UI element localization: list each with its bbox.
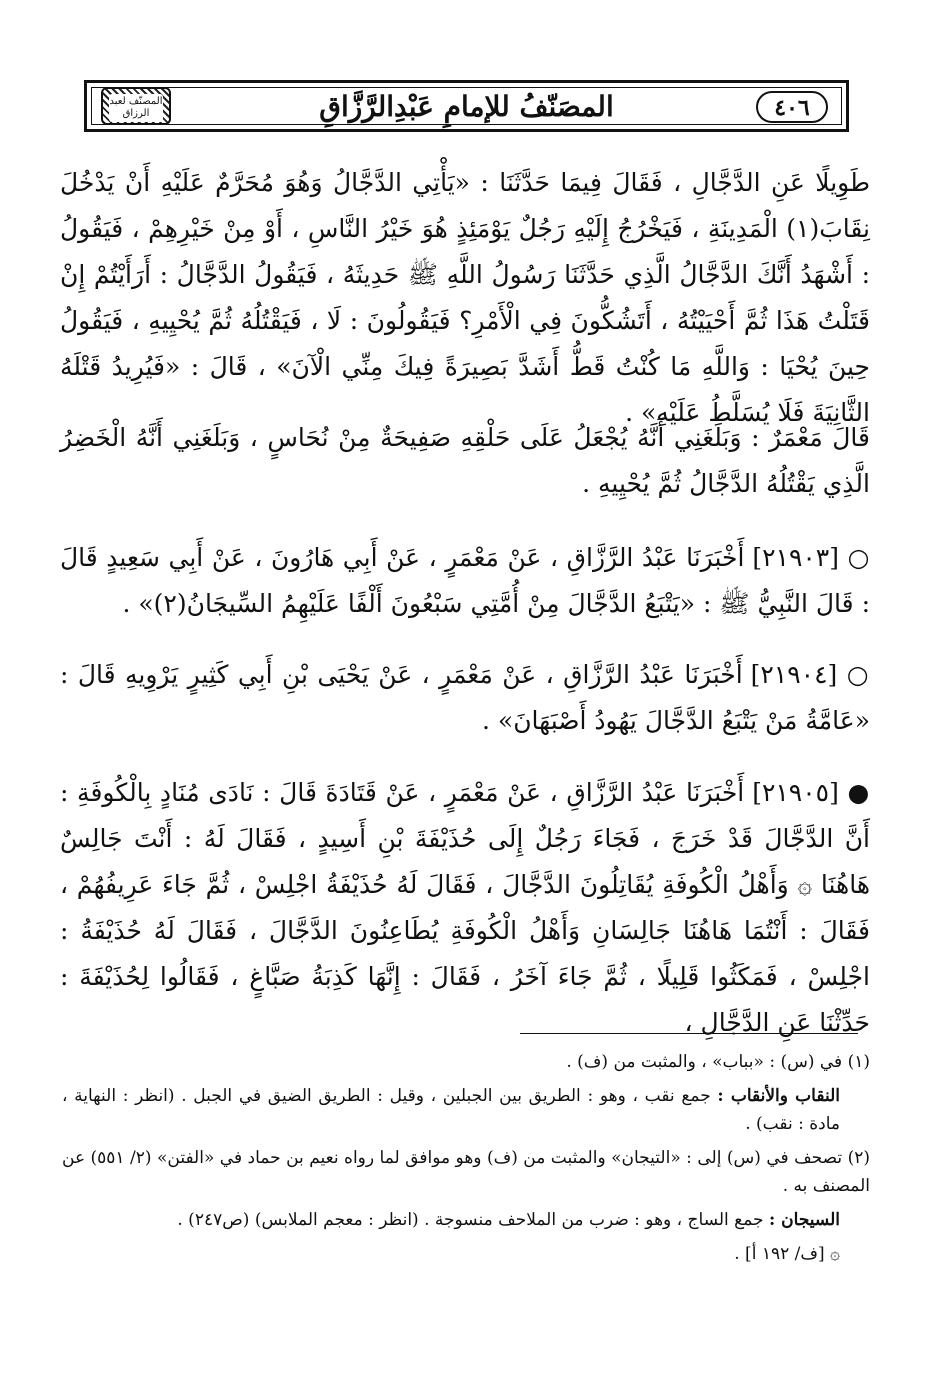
paragraph-text: قَالَ مَعْمَرٌ : وَبَلَغَنِي أَنَّهُ يُجْعَلُ عَلَى حَلْقِهِ صَفِيحَةٌ مِنْ نُحَاسٍ ، وَبَلَغَنِي أَنَّهُ الْخَضِرُ الَّذِي يَقْتُلُهُ الدَّجَّالُ ثُمَّ يُحْيِيهِ . <box>60 423 870 498</box>
footnote-text: جمع الساج ، وهو : ضرب من الملاحف منسوجة . (انظر : معجم الملابس) (ص٢٤٧) . <box>177 1210 769 1230</box>
footnote-term: السيجان : <box>768 1210 840 1230</box>
book-title: المصَنّفُ للإمامِ عَبْدِالرَّزَّاقِ <box>319 90 614 123</box>
hollow-circle-marker: ○ <box>847 543 870 572</box>
hadith-21905 <box>60 770 870 1046</box>
footnote-text: جمع نقب ، وهو : الطريق بين الجبلين ، وقيل : الطريق الضيق في الجبل . (انظر : النهاية ، مادة : نقب) . <box>62 1086 840 1134</box>
footnote-1 <box>62 1048 870 1076</box>
page-header <box>84 80 849 132</box>
paragraph-text: [٢١٩٠٤] أَخْبَرَنَا عَبْدُ الرَّزَّاقِ ، عَنْ مَعْمَرٍ ، عَنْ يَحْيَى بْنِ أَبِي كَثِيرٍ يَرْوِيهِ قَالَ : «عَامَّةُ مَنْ يَتْبَعُ الدَّجَّالَ يَهُودُ أَصْبَهَانَ» . <box>60 660 870 735</box>
footnote-2-gloss <box>62 1206 870 1234</box>
hadith-21903 <box>60 535 870 627</box>
footnotes <box>62 1048 870 1274</box>
hadith-21904 <box>60 652 870 744</box>
paragraph-2 <box>60 415 870 507</box>
footnote-text: (١) في (س) : «بباب» ، والمثبت من (ف) . <box>566 1052 870 1072</box>
footnote-text: ۞ [ف/ ١٩٢ أ] . <box>734 1244 840 1264</box>
footnote-2 <box>62 1144 870 1200</box>
book-seal-logo <box>101 87 171 125</box>
paragraph-1 <box>60 160 870 436</box>
footnote-term: النقاب والأنقاب : <box>717 1086 840 1106</box>
paragraph-text: [٢١٩٠٣] أَخْبَرَنَا عَبْدُ الرَّزَّاقِ ، عَنْ مَعْمَرٍ ، عَنْ أَبِي هَارُونَ ، عَنْ أَبِي سَعِيدٍ قَالَ : قَالَ النَّبِيُّ ﷺ : «يَتْبَعُ الدَّجَّالَ مِنْ أُمَّتِي سَبْعُونَ أَلْفًا عَلَيْهِمُ السِّيجَانُ(٢)» . <box>60 543 870 618</box>
paragraph-text: طَوِيلًا عَنِ الدَّجَّالِ ، فَقَالَ فِيمَا حَدَّثَنَا : «يَأْتِي الدَّجَّالُ وَهُوَ مُحَرَّمٌ عَلَيْهِ أَنْ يَدْخُلَ نِقَابَ(١) الْمَدِينَةِ ، فَيَخْرُجُ إِلَيْهِ رَجُلٌ يَوْمَئِذٍ هُوَ خَيْرُ النَّاسِ ، أَوْ مِنْ خَيْرِهِمْ ، فَيَقُولُ : أَشْهَدُ أَنَّكَ الدَّجَّالُ الَّذِي حَدَّثَنَا رَسُولُ اللَّهِ ﷺ حَدِيثَهُ ، فَيَقُولُ الدَّجَّالُ : أَرَأَيْتُمْ إِنْ قَتَلْتُ هَذَا ثُمَّ أَحْيَيْتُهُ ، أَتَشُكُّونَ فِي الْأَمْرِ؟ فَيَقُولُونَ : لَا ، فَيَقْتُلُهُ ثُمَّ يُحْيِيهِ ، فَيَقُولُ حِينَ يُحْيَا : وَاللَّهِ مَا كُنْتُ قَطُّ أَشَدَّ بَصِيرَةً فِيكَ مِنِّي الْآنَ» ، قَالَ : «فَيُرِيدُ قَتْلَهُ الثَّانِيَةَ فَلَا يُسَلَّطُ عَلَيْهِ» . <box>60 168 870 427</box>
manuscript-folio-note <box>62 1240 870 1268</box>
page-number: ٤٠٦ <box>756 91 828 123</box>
seal-text: المصنّف لعبد الرزاق <box>109 94 163 122</box>
filled-circle-marker: ● <box>847 778 870 807</box>
footnote-text: (٢) تصحف في (س) إلى : «التيجان» والمثبت من (ف) وهو موافق لما رواه نعيم بن حماد في «الفتن» (٢/ ٥٥١) عن المصنف به . <box>62 1148 870 1196</box>
footnote-divider <box>520 1033 858 1034</box>
paragraph-text: [٢١٩٠٥] أَخْبَرَنَا عَبْدُ الرَّزَّاقِ ، عَنْ مَعْمَرٍ ، عَنْ قَتَادَةَ قَالَ : نَادَى مُنَادٍ بِالْكُوفَةِ : أَنَّ الدَّجَّالَ قَدْ خَرَجَ ، فَجَاءَ رَجُلٌ إِلَى حُذَيْفَةَ بْنِ أَسِيدٍ ، فَقَالَ لَهُ : أَنْتَ جَالِسٌ هَاهُنَا ۞ وَأَهْلُ الْكُوفَةِ يُقَاتِلُونَ الدَّجَّالَ ، فَقَالَ لَهُ حُذَيْفَةُ اجْلِسْ ، ثُمَّ جَاءَ عَرِيفُهُمْ ، فَقَالَ : أَنْتُمَا هَاهُنَا جَالِسَانِ وَأَهْلُ الْكُوفَةِ يُطَاعِنُونَ الدَّجَّالَ ، فَقَالَ لَهُ حُذَيْفَةُ : اجْلِسْ ، فَمَكَثُوا قَلِيلًا ، ثُمَّ جَاءَ آخَرُ ، فَقَالَ : إِنَّهَا كَذِبَةُ صَبَّاغٍ ، فَقَالُوا لِحُذَيْفَةَ : حَدِّثْنَا عَنِ الدَّجَّالِ ، <box>60 778 870 1037</box>
hollow-circle-marker: ○ <box>846 660 870 689</box>
footnote-1-gloss <box>62 1082 870 1138</box>
